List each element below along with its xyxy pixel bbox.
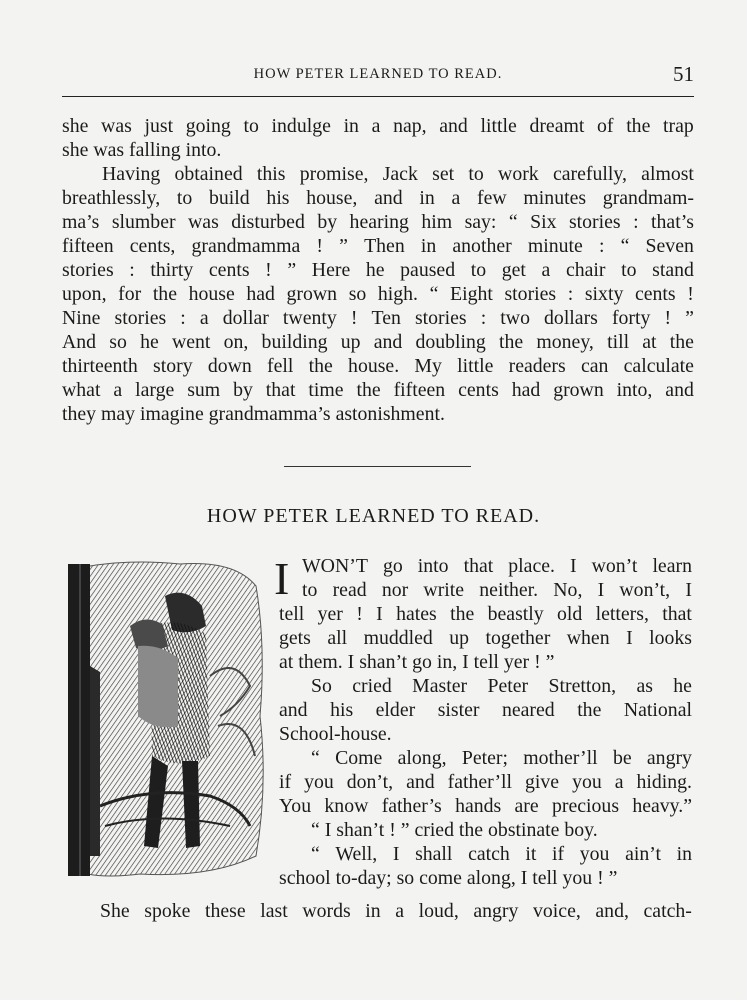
text-line: “ Well, I shall catch it if you ain’t in — [311, 843, 692, 865]
text-line: gets all muddled up together when I looks — [279, 627, 692, 649]
text-line: if you don’t, and father’ll give you a hiding. — [279, 771, 692, 793]
wrapped-text-body — [279, 602, 692, 890]
text-line: stories : thirty cents ! ” Here he paused to get a chair to stand — [62, 259, 694, 281]
final-line-block — [100, 899, 692, 923]
text-line: Nine stories : a dollar twenty ! Ten stories : two dollars forty ! ” — [62, 307, 694, 329]
engraving-illustration — [60, 556, 268, 884]
text-line: to read nor write neither. No, I won’t, I — [302, 579, 692, 601]
text-line: She spoke these last words in a loud, angry voice, and, catch- — [100, 900, 692, 922]
text-line: fifteen cents, grandmamma ! ” Then in another minute : “ Seven — [62, 235, 694, 257]
text-line: she was falling into. — [62, 139, 222, 161]
text-line: what a large sum by that time the fifteen cents had grown into, and — [62, 379, 694, 401]
text-line: and his elder sister neared the National — [279, 699, 692, 721]
page-number: 51 — [673, 62, 694, 86]
text-line: “ Come along, Peter; mother’ll be angry — [311, 747, 692, 769]
text-line: And so he went on, building up and doubling the money, till at the — [62, 331, 694, 353]
text-line: Having obtained this promise, Jack set to work carefully, almost — [102, 163, 694, 185]
text-line: WON’T go into that place. I won’t learn — [302, 555, 692, 577]
text-line: breathlessly, to build his house, and in a few minutes grandmam- — [62, 187, 694, 209]
text-line: at them. I shan’t go in, I tell yer ! ” — [279, 651, 555, 673]
section-title: HOW PETER LEARNED TO READ. — [206, 505, 541, 527]
text-line: thirteenth story down fell the house. My little readers can calculate — [62, 355, 694, 377]
running-title: HOW PETER LEARNED TO READ. — [253, 66, 503, 82]
text-line: tell yer ! I hates the beastly old letters, that — [279, 603, 692, 625]
text-line: You know father’s hands are precious heavy.” — [279, 795, 692, 817]
page-header — [62, 56, 694, 97]
text-line: “ I shan’t ! ” cried the obstinate boy. — [311, 819, 598, 841]
story-ending — [62, 114, 694, 426]
text-line: School-house. — [279, 723, 392, 745]
wrapped-text-top — [302, 554, 692, 602]
text-line: ma’s slumber was disturbed by hearing him say: “ Six stories : that’s — [62, 211, 694, 233]
illustration-man-carrying-child-through-fire — [60, 556, 268, 884]
drop-cap: I — [274, 553, 290, 604]
text-line: upon, for the house had grown so high. “ Eight stories : sixty cents ! — [62, 283, 694, 305]
text-line: they may imagine grandmamma’s astonishment. — [62, 403, 445, 425]
section-divider — [284, 466, 471, 467]
text-line: she was just going to indulge in a nap, and little dreamt of the trap — [62, 115, 694, 137]
text-line: So cried Master Peter Stretton, as he — [311, 675, 692, 697]
text-line: school to-day; so come along, I tell you ! ” — [279, 867, 618, 889]
